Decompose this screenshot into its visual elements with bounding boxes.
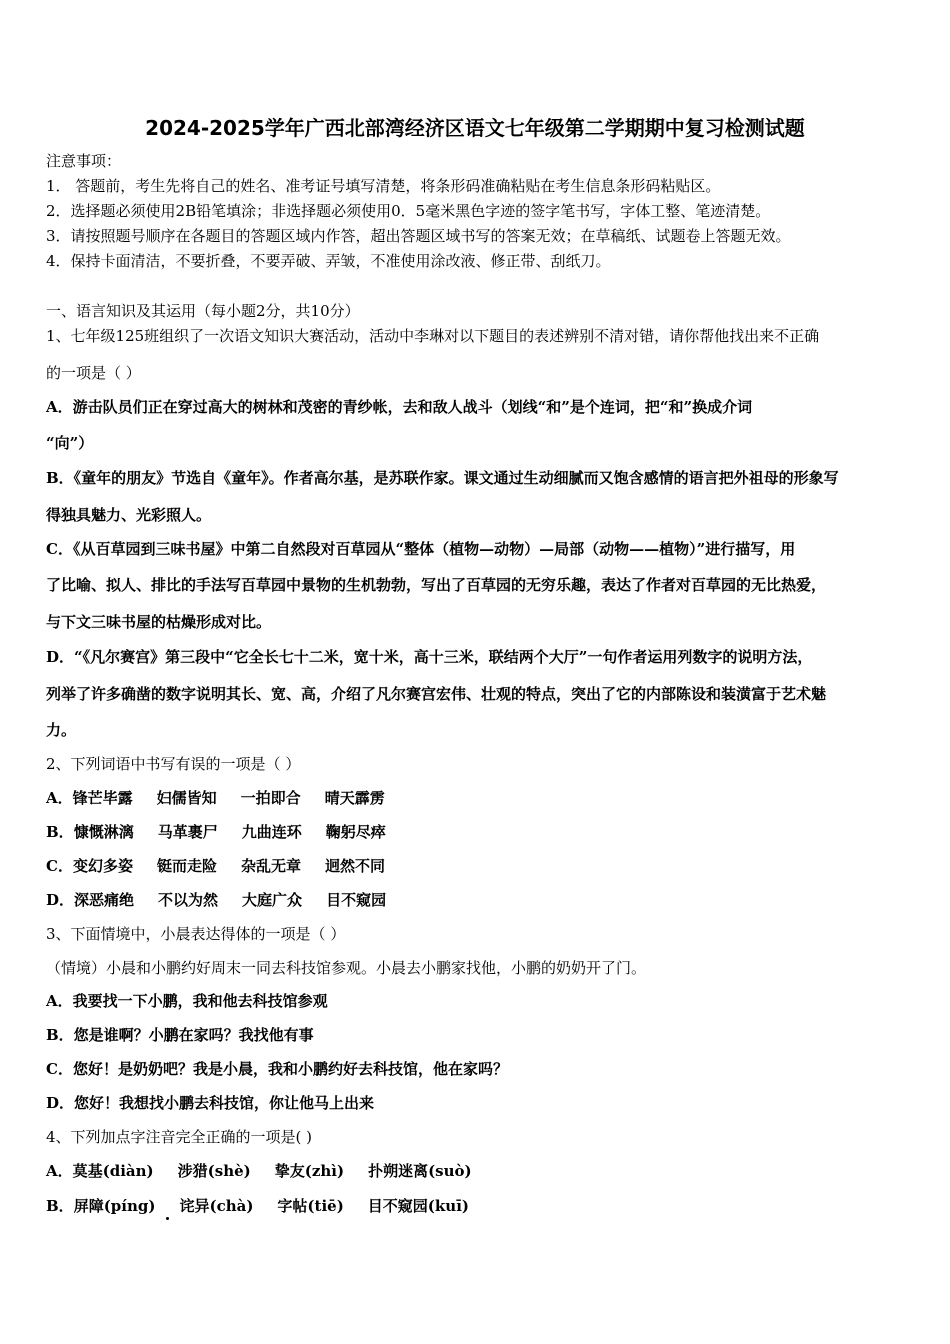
word: 杂乱无章 — [240, 857, 301, 875]
word: 莫基(diàn) — [72, 1162, 154, 1180]
q1-option-a-line1: A．游击队员们正在穿过高大的树林和茂密的青纱帐，去和敌人战斗（划线“和”是个连词，把“和”换成介词 — [46, 398, 753, 416]
q2-stem: 2、下列词语中书写有误的一项是（ ） — [46, 755, 301, 773]
q2-option-c — [46, 856, 385, 876]
word: 马革裹尸 — [157, 823, 218, 841]
option-label: C． — [46, 857, 73, 875]
word: 涉猎(shè) — [177, 1162, 251, 1180]
word: 深恶痛绝 — [74, 891, 135, 909]
q1-option-b-line1: B．《童年的朋友》节选自《童年》。作者高尔基，是苏联作家。课文通过生动细腻而又饱含感情的语言把外祖母的形象写 — [46, 469, 839, 487]
word: 大庭广众 — [242, 891, 303, 909]
word: 鞠躬尽瘁 — [325, 823, 386, 841]
q3-context: （情境）小晨和小鹏约好周末一同去科技馆参观。小晨去小鹏家找他，小鹏的奶奶开了门。 — [46, 959, 647, 977]
q1-option-d-line2: 列举了许多确凿的数字说明其长、宽、高，介绍了凡尔赛宫宏伟、壮观的特点，突出了它的内部陈设和装潢富于艺术魅 — [46, 685, 827, 703]
word: 目不窥园 — [326, 891, 387, 909]
word: 锋芒毕露 — [72, 789, 133, 807]
option-label: B． — [46, 1197, 74, 1215]
notice-item-3: 3．请按照题号顺序在各题目的答题区域内作答，超出答题区域书写的答案无效；在草稿纸、试题卷上答题无效。 — [46, 227, 791, 245]
q1-stem-line2: 的一项是（ ） — [46, 364, 141, 382]
q2-option-b — [46, 822, 386, 842]
word: 屏障(píng) — [73, 1197, 156, 1215]
word: 字帖(tiē) — [277, 1197, 344, 1215]
page-title: 2024-2025学年广西北部湾经济区语文七年级第二学期期中复习检测试题 — [145, 116, 805, 140]
q1-option-c-line1: C．《从百草园到三味书屋》中第二自然段对百草园从“整体（植物—动物）—局部（动物——植物）”进行描写，用 — [46, 540, 796, 558]
q1-stem-line1: 1、七年级125班组织了一次语文知识大赛活动，活动中李琳对以下题目的表述辨别不清对错，请你帮他找出来不正确 — [46, 327, 820, 345]
q3-option-d: D．您好！我想找小鹏去科技馆，你让他马上出来 — [46, 1094, 375, 1112]
word: 不以为然 — [158, 891, 219, 909]
emphasis-dot — [166, 1217, 169, 1220]
word: 慷慨淋漓 — [73, 823, 134, 841]
q1-option-a-line2: “向”） — [46, 434, 94, 452]
word: 变幻多姿 — [72, 857, 133, 875]
word: 铤而走险 — [156, 857, 217, 875]
word: 扑朔迷离(suò) — [368, 1162, 472, 1180]
section-heading: 一、语言知识及其运用（每小题2分，共10分） — [46, 302, 360, 320]
q1-option-d-line1: D．“《凡尔赛宫》第三段中“它全长七十二米，宽十米，高十三米，联结两个大厅”一句作者运用列数字的说明方法， — [46, 648, 813, 666]
word: 挚友(zhì) — [274, 1162, 345, 1180]
q1-option-d-line3: 力。 — [46, 721, 77, 739]
notice-item-2: 2．选择题必须使用2B铅笔填涂；非选择题必须使用0．5毫米黑色字迹的签字笔书写，字体工整、笔迹清楚。 — [46, 202, 771, 220]
q4-option-b — [46, 1196, 469, 1216]
q3-option-a: A．我要找一下小鹏，我和他去科技馆参观 — [46, 992, 328, 1010]
q1-option-c-line2: 了比喻、拟人、排比的手法写百草园中景物的生机勃勃，写出了百草园的无穷乐趣，表达了作者对百草园的无比热爱， — [46, 576, 827, 594]
word: 迥然不同 — [325, 857, 386, 875]
word: 妇儒皆知 — [156, 789, 217, 807]
q3-option-c: C．您好！是奶奶吧？我是小晨，我和小鹏约好去科技馆，他在家吗？ — [46, 1060, 508, 1078]
option-label: D． — [46, 891, 75, 909]
q2-option-d — [46, 890, 386, 910]
q3-stem: 3、下面情境中，小晨表达得体的一项是（ ） — [46, 925, 346, 943]
q4-option-a — [46, 1161, 472, 1181]
notice-item-1: 1． 答题前，考生先将自己的姓名、准考证号填写清楚，将条形码准确粘贴在考生信息条形码粘贴区。 — [46, 177, 721, 195]
notice-item-4: 4．保持卡面清洁，不要折叠，不要弄破、弄皱，不准使用涂改液、修正带、刮纸刀。 — [46, 252, 611, 270]
notice-heading: 注意事项： — [46, 152, 122, 170]
q4-stem: 4、下列加点字注音完全正确的一项是( ) — [46, 1128, 313, 1146]
word: 九曲连环 — [241, 823, 302, 841]
word: 诧异(chà) — [179, 1197, 254, 1215]
option-label: A． — [46, 789, 73, 807]
word: 目不窥园(kuī) — [367, 1197, 469, 1215]
q2-option-a — [46, 788, 385, 808]
option-label: B． — [46, 823, 74, 841]
option-label: A． — [46, 1162, 73, 1180]
q3-option-b: B．您是谁啊？小鹏在家吗？我找他有事 — [46, 1026, 314, 1044]
q1-option-c-line3: 与下文三味书屋的枯燥形成对比。 — [46, 613, 272, 631]
word: 晴天霹雳 — [324, 789, 385, 807]
q1-option-b-line2: 得独具魅力、光彩照人。 — [46, 506, 212, 524]
word: 一拍即合 — [240, 789, 301, 807]
